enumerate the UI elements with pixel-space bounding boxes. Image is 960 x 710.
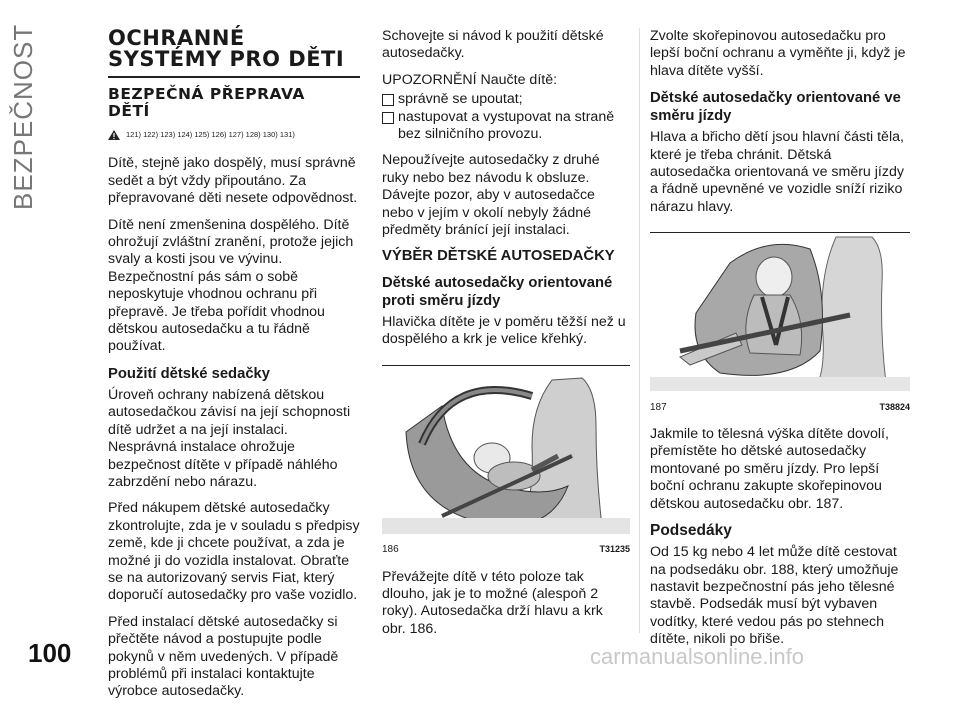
figure-number: 187 bbox=[650, 401, 667, 413]
subheading-boosters: Podsedáky bbox=[650, 522, 732, 540]
section-label: BEZPEČNOST bbox=[8, 23, 38, 210]
paragraph: Hlava a břicho dětí jsou hlavní části těla, které je třeba chránit. Dětská autosedačka orientovaná ve směru jízdy a řádně upevněné ve vozidle sníží riziko nárazu hlavy. bbox=[650, 129, 904, 215]
paragraph: Hlavička dítěte je v poměru těžší než u dospělého a krk je velice křehký. bbox=[382, 313, 626, 348]
paragraph: Převážejte dítě v této poloze tak dlouho, jak je to možné (alespoň 2 roky). Autosedačka drží hlavu a krk obr. 186. bbox=[382, 568, 603, 637]
paragraph: Dítě, stejně jako dospělý, musí správně sedět a být vždy připoutáno. Za přepravované děti nesete odpovědnost. bbox=[108, 155, 358, 207]
column-2 bbox=[382, 28, 630, 647]
paragraph: Nepoužívejte autosedačky z druhé ruky nebo bez návodu k obsluze. Dávejte pozor, aby v autosedačce nebo v jejím v okolí nebyly žádné předměty bránící její instalaci. bbox=[382, 152, 600, 239]
section-title-line-1: BEZPEČNÁ PŘEPRAVA bbox=[108, 85, 305, 103]
forward-facing-seat-illustration bbox=[650, 233, 910, 391]
paragraph: Úroveň ochrany nabízená dětskou autosedačkou závisí na její schopnosti dítě udržet a na její instalaci. Nesprávná instalace ohrožuje bezpečnost dítěte v případě náhlého zabrzdění nebo nárazu. bbox=[108, 386, 351, 490]
heading-selection: VÝBĚR DĚTSKÉ AUTOSEDAČKY bbox=[382, 248, 615, 265]
section-side-tab bbox=[8, 20, 78, 210]
checkbox-icon bbox=[382, 112, 394, 124]
figure-caption bbox=[650, 399, 910, 416]
checklist-text: nastupovat a vystupovat na straně bez silničního provozu. bbox=[398, 108, 615, 143]
paragraph: Zvolte skořepinovou autosedačku pro lepší boční ochranu a vyměňte ji, když je hlava dítěte vyšší. bbox=[650, 28, 906, 79]
subheading-forward-facing: Dětské autosedačky orientované ve směru jízdy bbox=[650, 90, 901, 125]
warning-paragraph: UPOZORNĚNÍ Naučte dítě: bbox=[382, 71, 558, 88]
checklist-item bbox=[382, 91, 630, 108]
section-title bbox=[108, 86, 360, 120]
column-3 bbox=[650, 28, 910, 658]
paragraph: Od 15 kg nebo 4 let může dítě cestovat na podsedáku obr. 188, který umožňuje nastavit bezpečnostní pás jeho tělesné stavbě. Podsedák musí být vybaven vodítky, které vedou pás po stehnech dítěte, nikoli po břiše. bbox=[650, 544, 899, 648]
chapter-title-line-2: SYSTÉMY PRO DĚTI bbox=[108, 47, 345, 71]
reference-list: 121) 122) 123) 124) 125) 126) 127) 128) 130) 131) bbox=[126, 130, 295, 139]
checklist-item bbox=[382, 109, 630, 144]
page-number: 100 bbox=[28, 638, 72, 668]
figure-number: 186 bbox=[382, 544, 399, 556]
figure-186 bbox=[382, 365, 630, 559]
warning-references bbox=[108, 126, 360, 143]
subheading-usage: Použití dětské sedačky bbox=[108, 365, 271, 382]
chapter-title-line-1: OCHRANNÉ bbox=[108, 26, 245, 50]
paragraph: Před instalací dětské autosedačky si přečtěte návod a postupujte podle pokynů v něm uvedených. V případě problémů při instalaci kontaktujte výrobce autosedačky. bbox=[108, 613, 339, 700]
warning-triangle-icon bbox=[108, 130, 120, 140]
checklist-text: správně se upoutat; bbox=[398, 91, 523, 108]
column-divider bbox=[639, 28, 640, 633]
rear-facing-seat-illustration bbox=[382, 366, 630, 534]
watermark: carmanualsonline.info bbox=[590, 644, 805, 669]
section-title-line-2: DĚTÍ bbox=[108, 102, 150, 120]
paragraph: Před nákupem dětské autosedačky zkontrolujte, zda je v souladu s předpisy země, kde ji chcete používat, a zda je možné ji do vozidla instalovat. Obraťte se na autorizovaný servis Fiat, který doporučí autosedačky pro vaše vozidlo. bbox=[108, 500, 360, 604]
subheading-rear-facing: Dětské autosedačky orientované proti směru jízdy bbox=[382, 274, 613, 309]
paragraph: Jakmile to tělesná výška dítěte dovolí, přemístěte ho dětské autosedačky montované po směru jízdy. Pro lepší boční ochranu zakupte skořepinovou dětskou autosedačku obr. 187. bbox=[650, 426, 889, 512]
title-rule bbox=[108, 76, 360, 78]
paragraph: Schovejte si návod k použití dětské autosedačky. bbox=[382, 28, 604, 62]
paragraph: Dítě není zmenšenina dospělého. Dítě ohrožují zvláštní zranění, protože jejich svaly a kosti jsou ve vývinu. Bezpečnostní pás sám o sobě neposkytuje vhodnou ochranu při přepravě. Je třeba pořídit vhodnou dětskou autosedačku a tu řádně používat. bbox=[108, 216, 354, 355]
figure-caption bbox=[382, 541, 630, 558]
figure-code: T38824 bbox=[879, 401, 910, 412]
checkbox-icon bbox=[382, 94, 394, 106]
figure-187 bbox=[650, 232, 910, 416]
figure-code: T31235 bbox=[599, 544, 630, 555]
column-1 bbox=[108, 28, 360, 710]
